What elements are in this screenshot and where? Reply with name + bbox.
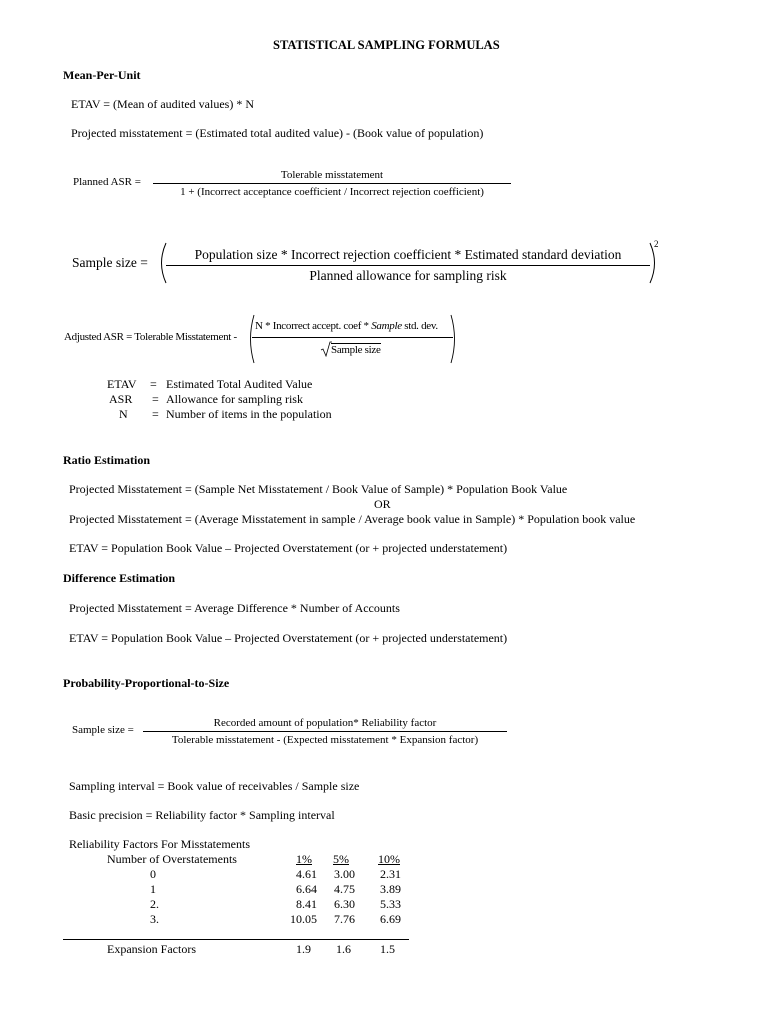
cell: 4.75: [334, 882, 355, 896]
cell: 1.5: [380, 942, 395, 956]
cell: 1.6: [336, 942, 351, 956]
row-label: 1: [150, 882, 156, 896]
difference-heading: Difference Estimation: [63, 571, 176, 585]
mpu-sample-size-fraction: [166, 247, 650, 284]
mpu-heading: Mean-Per-Unit: [63, 68, 141, 82]
cell: 6.30: [334, 897, 355, 911]
table-divider: [63, 939, 409, 940]
expansion-label: Expansion Factors: [107, 942, 196, 956]
pps-sample-size-fraction: [143, 717, 507, 746]
def-eq: =: [152, 392, 159, 406]
right-paren-icon: [449, 314, 459, 364]
fraction-bar: [252, 337, 453, 338]
planned-asr-numerator: Tolerable misstatement: [280, 169, 384, 181]
pps-sample-size-label: Sample size =: [72, 724, 134, 736]
pps-sample-size-numerator: Recorded amount of population* Reliability factor: [213, 717, 437, 729]
cell: 7.76: [334, 912, 355, 926]
cell: 8.41: [296, 897, 317, 911]
difference-etav: ETAV = Population Book Value – Projected Overstatement (or + projected understatement): [69, 631, 508, 645]
mpu-sample-size-numerator: Population size * Incorrect rejection coefficient * Estimated standard deviation: [194, 247, 622, 262]
cell: 3.00: [334, 867, 355, 881]
cell: 4.61: [296, 867, 317, 881]
planned-asr-label: Planned ASR =: [73, 176, 141, 188]
cell: 2.31: [380, 867, 401, 881]
ratio-etav: ETAV = Population Book Value – Projected Overstatement (or + projected understatement): [69, 541, 508, 555]
squared-exponent: 2: [654, 239, 659, 249]
ratio-heading: Ratio Estimation: [63, 453, 150, 467]
def-abbr-etav: ETAV: [107, 377, 137, 391]
pct-header: 10%: [378, 852, 400, 866]
planned-asr-denominator: 1 + (Incorrect acceptance coefficient / Incorrect rejection coefficient): [153, 183, 511, 198]
def-desc-asr: Allowance for sampling risk: [166, 392, 303, 406]
cell: 3.89: [380, 882, 401, 896]
row-label: 3.: [150, 912, 159, 926]
mpu-etav: ETAV = (Mean of audited values) * N: [71, 97, 254, 111]
adjusted-asr-numerator-text-end: std. dev.: [401, 320, 438, 332]
ratio-or: OR: [374, 497, 391, 511]
cell: 10.05: [290, 912, 317, 926]
def-desc-etav: Estimated Total Audited Value: [166, 377, 313, 391]
cell: 6.64: [296, 882, 317, 896]
page-title: STATISTICAL SAMPLING FORMULAS: [273, 38, 500, 52]
cell: 1.9: [296, 942, 311, 956]
def-eq: =: [150, 377, 157, 391]
pct-header: 5%: [333, 852, 349, 866]
pps-sampling-interval: Sampling interval = Book value of receivables / Sample size: [69, 779, 360, 793]
adjusted-asr-numerator-text: N * Incorrect accept. coef *: [255, 320, 372, 332]
ratio-line-2: Projected Misstatement = (Average Misstatement in sample / Average book value in Sample) * Population book value: [69, 512, 636, 526]
cell: 5.33: [380, 897, 401, 911]
row-label: 2.: [150, 897, 159, 911]
mpu-sample-size-denominator: Planned allowance for sampling risk: [166, 265, 650, 284]
mpu-sample-size-label: Sample size =: [72, 255, 148, 270]
planned-asr-fraction: [153, 169, 511, 198]
table-caption: Reliability Factors For Misstatements: [69, 837, 250, 851]
ratio-line-1: Projected Misstatement = (Sample Net Misstatement / Book Value of Sample) * Population Book Value: [69, 482, 568, 496]
table-col-header: Number of Overstatements: [107, 852, 237, 866]
def-abbr-n: N: [119, 407, 128, 421]
def-eq: =: [152, 407, 159, 421]
adjusted-asr-label: Adjusted ASR = Tolerable Misstatement -: [64, 331, 237, 343]
adjusted-asr-numerator-italic: Sample: [371, 320, 402, 332]
pps-basic-precision: Basic precision = Reliability factor * Sampling interval: [69, 808, 335, 822]
def-abbr-asr: ASR: [109, 392, 133, 406]
difference-line-1: Projected Misstatement = Average Difference * Number of Accounts: [69, 601, 400, 615]
mpu-projected-misstatement: Projected misstatement = (Estimated total audited value) - (Book value of population): [71, 126, 484, 140]
row-label: 0: [150, 867, 156, 881]
adjusted-asr-denominator: Sample size: [331, 344, 381, 356]
pps-heading: Probability-Proportional-to-Size: [63, 676, 230, 690]
adjusted-asr-numerator: [255, 321, 438, 332]
def-desc-n: Number of items in the population: [166, 407, 332, 421]
cell: 6.69: [380, 912, 401, 926]
pct-header: 1%: [296, 852, 312, 866]
pps-sample-size-denominator: Tolerable misstatement - (Expected misstatement * Expansion factor): [143, 731, 507, 746]
